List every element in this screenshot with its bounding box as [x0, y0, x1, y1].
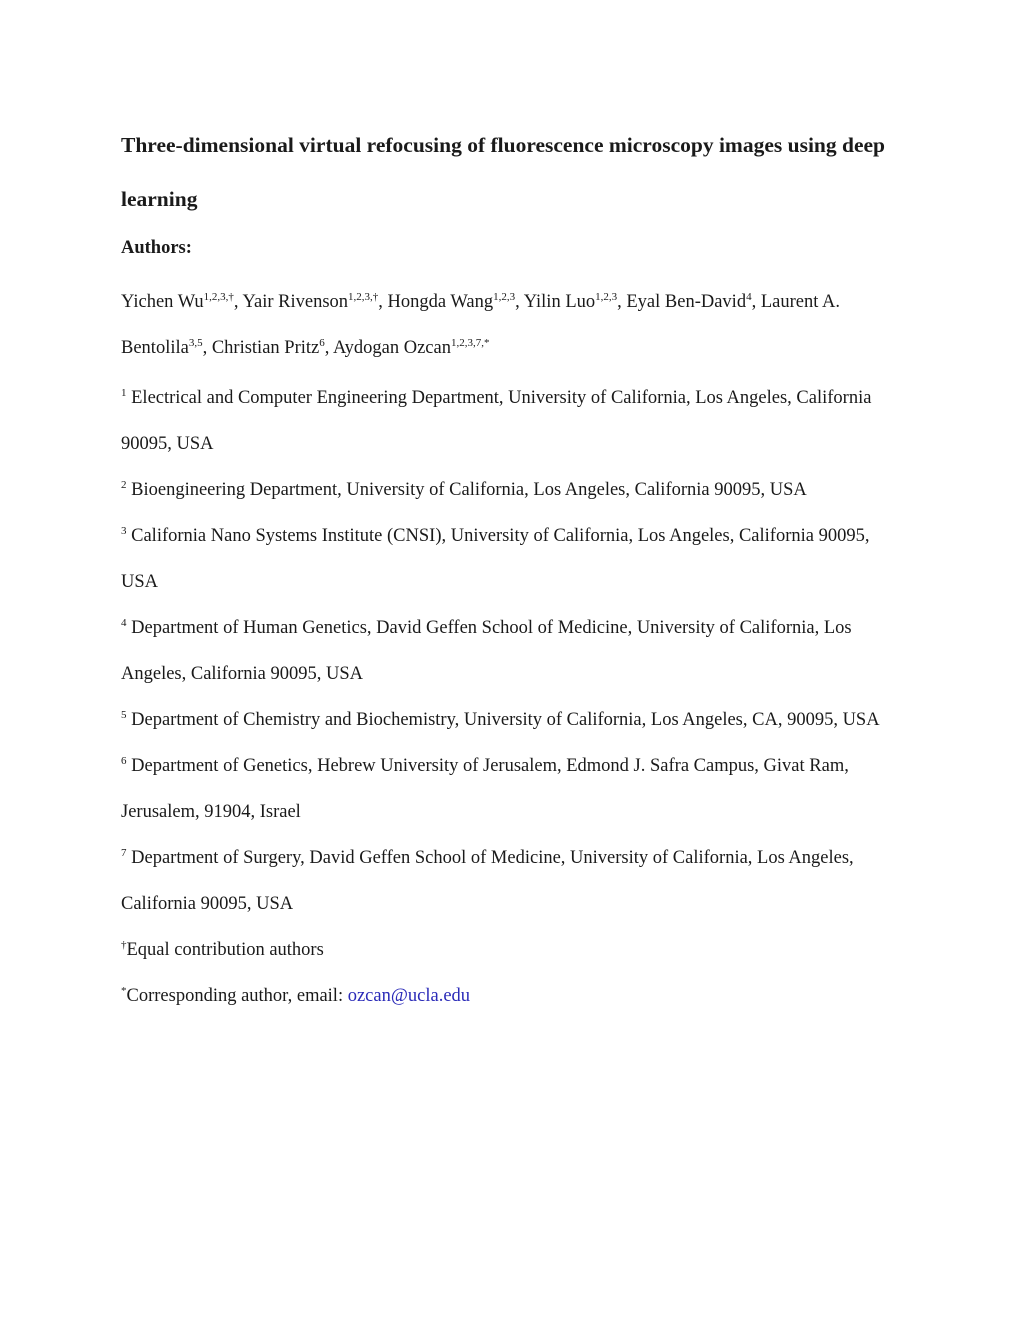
author-list: [121, 279, 911, 371]
author: Laurent A. Bentolila$^{3,5}$,: [121, 292, 840, 358]
authors-heading: Authors:: [121, 238, 192, 258]
paper-title: Three-dimensional virtual refocusing of fluorescence microscopy images using deep learning: [121, 133, 886, 211]
author: Christian Pritz$^6$,: [211, 337, 333, 358]
equal-contribution-note: †Equal contribution authors: [121, 939, 324, 960]
affiliation: $^2$ Bioengineering Department, University of California, Los Angeles, California 90095, USA: [121, 479, 807, 500]
affiliation-list: [121, 375, 911, 1019]
author: Eyal Ben-David$^4$,: [626, 291, 761, 312]
corresponding-author-note: *Corresponding author, email: ozcan@ucla.edu: [121, 985, 471, 1006]
author: Yilin Luo$^{1,2,3}$,: [523, 291, 627, 312]
affiliation: $^1$ Electrical and Computer Engineering Department, University of California, Los Angeles, California 90095, USA: [121, 387, 872, 454]
affiliation: $^6$ Department of Genetics, Hebrew University of Jerusalem, Edmond J. Safra Campus, Givat Ram, Jerusalem, 91904, Israel: [121, 755, 849, 822]
author: Hongda Wang$^{1,2,3}$,: [387, 291, 524, 312]
email-link[interactable]: ozcan@ucla.edu: [347, 986, 471, 1006]
affiliation: $^7$ Department of Surgery, David Geffen School of Medicine, University of California, Los Angeles, California 90095, USA: [121, 847, 854, 914]
affiliation: $^3$ California Nano Systems Institute (CNSI), University of California, Los Angeles, California 90095, USA: [121, 525, 870, 592]
author: Aydogan Ozcan$^{1,2,3,7,*}$: [332, 337, 490, 358]
affiliation: $^4$ Department of Human Genetics, David Geffen School of Medicine, University of California, Los Angeles, California 90095, USA: [121, 617, 852, 684]
author: Yair Rivenson$^{1,2,3,\dagger}$,: [242, 291, 388, 312]
author: Yichen $Wu^{1,2,3,\dagger}$,: [121, 291, 243, 312]
affiliation: $^5$ Department of Chemistry and Biochemistry, University of California, Los Angeles, CA, 90095, USA: [121, 709, 880, 730]
